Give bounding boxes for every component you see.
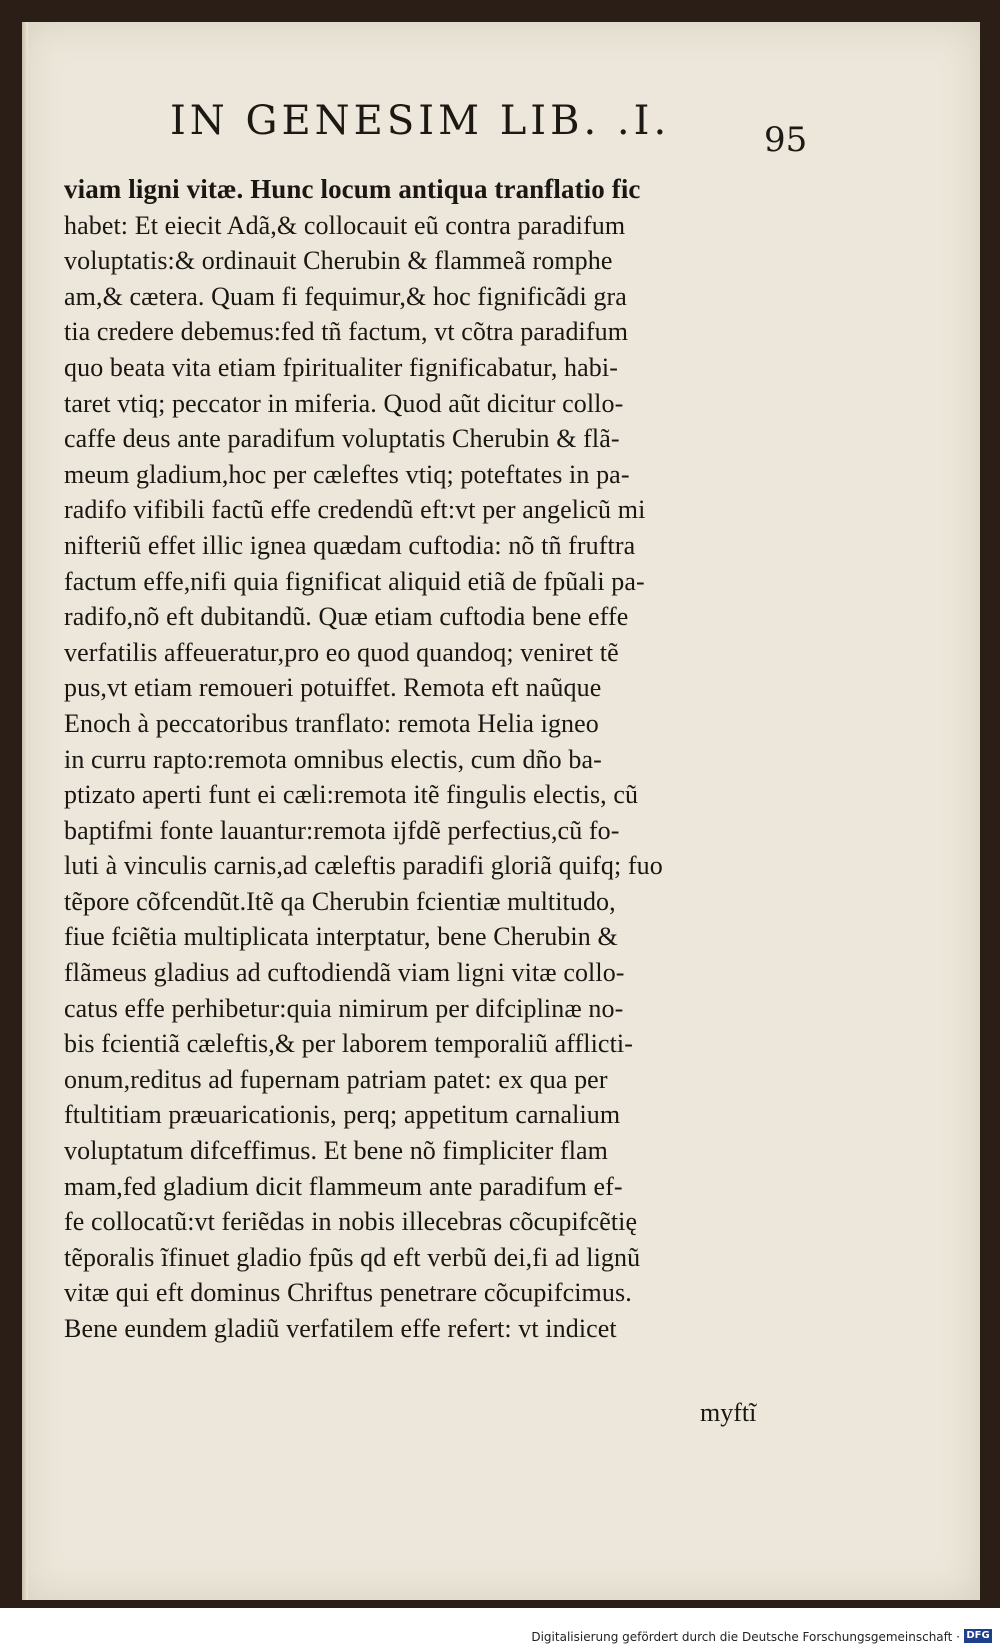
text-line: onum,reditus ad fupernam patriam patet: ex qua per xyxy=(64,1064,608,1094)
text-line: caffe deus ante paradifum voluptatis Cherubin & flã- xyxy=(64,424,620,454)
text-line: mam,fed gladium dicit flammeum ante paradifum ef- xyxy=(64,1171,623,1201)
text-line: tẽporalis ĩfinuet gladio fpũs qd eft verbũ dei,fi ad lignũ xyxy=(64,1242,641,1272)
page-number: 95 xyxy=(764,120,808,160)
text-line: Enoch à peccatoribus tranflato: remota Helia igneo xyxy=(64,708,599,738)
text-line: voluptatum difceffimus. Et bene nõ fimpliciter flam xyxy=(64,1136,608,1166)
text-line: fe collocatũ:vt feriẽdas in nobis illecebras cõcupifcẽtię xyxy=(64,1207,638,1237)
text-line: flãmeus gladius ad cuftodiendã viam ligni vitæ collo- xyxy=(64,958,625,988)
text-line: voluptatis:& ordinauit Cherubin & flammeã romphe xyxy=(64,246,613,276)
text-line: ftultitiam præuaricationis, perq; appetitum carnalium xyxy=(64,1100,621,1130)
text-line: luti à vinculis carnis,ad cæleftis paradifi gloriã quifq; fuo xyxy=(64,851,663,881)
text-line: tia credere debemus:fed tñ factum, vt cõtra paradifum xyxy=(64,317,629,347)
text-line: taret vtiq; peccator in miferia. Quod aũt dicitur collo- xyxy=(64,388,624,418)
text-line: verfatilis affeueratur,pro eo quod quandoq; veniret tẽ xyxy=(64,637,619,667)
text-line: radifo,nõ eft dubitandũ. Quæ etiam cuftodia bene effe xyxy=(64,602,629,632)
text-line: quo beata vita etiam fpiritualiter fignificabatur, habi- xyxy=(64,352,618,382)
text-line: am,& cætera. Quam fi fequimur,& hoc fignificãdi gra xyxy=(64,281,627,311)
text-line: fiue fciẽtia multiplicata interptatur, bene Cherubin & xyxy=(64,922,618,952)
text-line: Bene eundem gladiũ verfatilem effe refert: vt indicet xyxy=(64,1314,617,1343)
text-line: in curru rapto:remota omnibus electis, cum dño ba- xyxy=(64,744,602,774)
text-line: pus,vt etiam remoueri potuiffet. Remota eft naũque xyxy=(64,673,602,703)
text-line: bis fcientiã cæleftis,& per laborem temporaliũ afflicti- xyxy=(64,1029,633,1059)
text-line: tẽpore cõfcendũt.Itẽ qa Cherubin fcientiæ multitudo, xyxy=(64,886,616,916)
text-line: viam ligni vitæ. Hunc locum antiqua tranflatio fic xyxy=(64,174,641,204)
text-line: meum gladium,hoc per cæleftes vtiq; poteftates in pa- xyxy=(64,459,630,489)
text-line: radifo vifibili factũ effe credendũ eft:vt per angelicũ mi xyxy=(64,495,646,525)
text-line: nifteriũ effet illic ignea quædam cuftodia: nõ tñ fruftra xyxy=(64,530,636,560)
text-line: factum effe,nifi quia fignificat aliquid etiã de fpũali pa- xyxy=(64,566,645,596)
catchword: myftĩ xyxy=(700,1398,757,1427)
text-line: baptifmi fonte lauantur:remota ijfdẽ perfectius,cũ fo- xyxy=(64,815,620,845)
text-line: catus effe perhibetur:quia nimirum per difciplinæ no- xyxy=(64,993,624,1023)
dfg-logo-icon: DFG xyxy=(964,1629,992,1643)
text-line: ptizato aperti funt ei cæli:remota itẽ fingulis electis, cũ xyxy=(64,780,639,810)
page-gutter-edge xyxy=(22,22,28,1600)
text-line: vitæ qui eft dominus Chriftus penetrare cõcupifcimus. xyxy=(64,1278,632,1308)
digitization-credit: Digitalisierung gefördert durch die Deutsche Forschungsgemeinschaft · xyxy=(531,1630,960,1644)
text-line: habet: Et eiecit Adã,& collocauit eũ contra paradifum xyxy=(64,210,626,240)
running-head: IN GENESIM LIB. .I. xyxy=(170,98,671,144)
body-text xyxy=(64,172,804,1347)
